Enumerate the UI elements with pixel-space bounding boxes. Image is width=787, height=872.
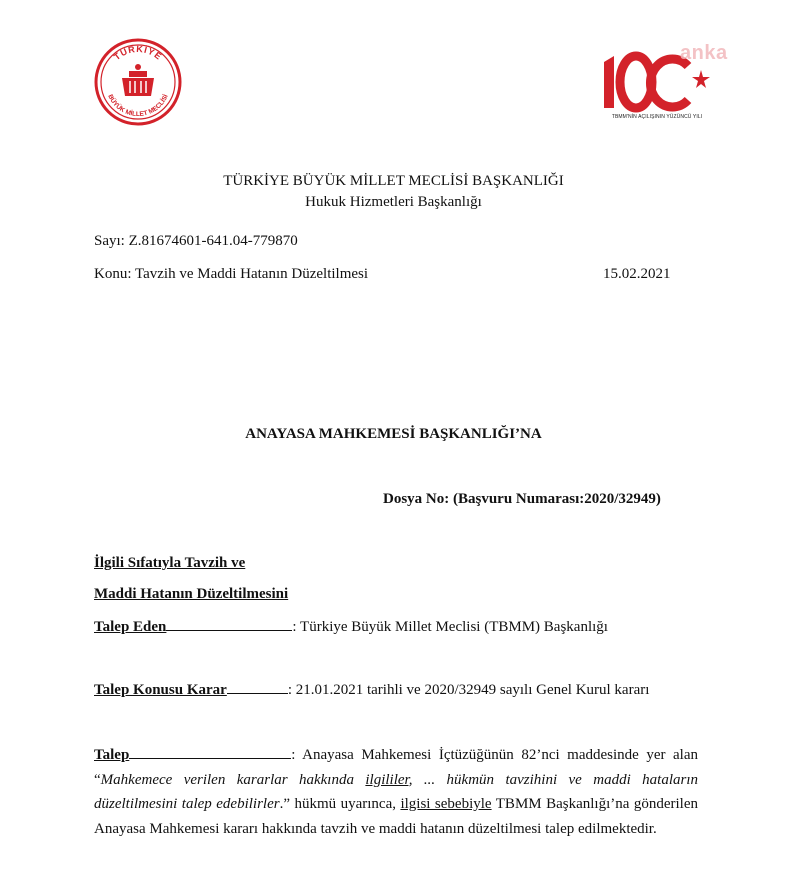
ilgisi-sebebiyle: ilgisi sebebiyle	[400, 796, 492, 812]
talep-eden-label: Talep Eden	[94, 619, 167, 635]
quote-ilgililer: ilgililer,	[365, 771, 413, 788]
fill-line	[227, 681, 288, 694]
konu: Konu: Tavzih ve Maddi Hatanın Düzeltilmesi	[94, 266, 369, 282]
quote-open: “	[94, 771, 101, 788]
org-title: TÜRKİYE BÜYÜK MİLLET MECLİSİ BAŞKANLIĞI	[223, 173, 564, 189]
sayi: Sayı: Z.81674601-641.04-779870	[94, 233, 298, 249]
konu-karar-row	[94, 681, 649, 699]
date: 15.02.2021	[603, 266, 671, 282]
anka-watermark: anka	[680, 42, 728, 64]
quote-text-2: ... hükmün tavzihini ve maddi hataların düzeltilmesini talep edebilirler	[94, 771, 698, 812]
tbmm-seal-logo	[94, 38, 182, 126]
konu-karar-value: : 21.01.2021 tarihli ve 2020/32949 sayılı Genel Kurul kararı	[287, 682, 650, 698]
talep-text-3: TBMM Başkanlığı’na gönderilen Anayasa Mahkemesi kararı hakkında tavzih ve maddi hatanın düzeltilmesi talep edilmektedir.	[94, 796, 699, 837]
subject-line2: Maddi Hatanın Düzeltilmesini	[94, 586, 289, 602]
quote-text-1: Mahkemece verilen kararlar hakkında	[100, 771, 366, 788]
talep-paragraph	[94, 743, 698, 841]
dosya-no: Dosya No: (Başvuru Numarası:2020/32949)	[383, 491, 661, 507]
svg-text:TÜRKİYE: TÜRKİYE	[111, 43, 165, 63]
quote-close: .”	[279, 796, 290, 812]
svg-text:BÜYÜK MİLLET MECLİSİ: BÜYÜK MİLLET MECLİSİ	[106, 93, 170, 119]
konu-karar-label: Talep Konusu Karar	[94, 682, 227, 698]
dept-title: Hukuk Hizmetleri Başkanlığı	[305, 194, 482, 210]
talep-text-1: : Anayasa Mahkemesi İçtüzüğünün 82’nci maddesinde yer alan	[291, 747, 698, 763]
talep-eden-value: : Türkiye Büyük Millet Meclisi (TBMM) Başkanlığı	[292, 619, 608, 635]
centenary-caption: TBMM'NİN AÇILIŞININ YÜZÜNCÜ YILI	[611, 114, 703, 120]
talep-label: Talep	[94, 747, 130, 763]
talep-text-2: hükmü uyarınca,	[290, 796, 401, 812]
fill-line	[129, 746, 291, 759]
addressee: ANAYASA MAHKEMESİ BAŞKANLIĞI’NA	[245, 426, 542, 442]
fill-line	[166, 618, 292, 631]
talep-eden-row	[94, 618, 608, 636]
subject-line1: İlgili Sıfatıyla Tavzih ve	[94, 555, 246, 571]
